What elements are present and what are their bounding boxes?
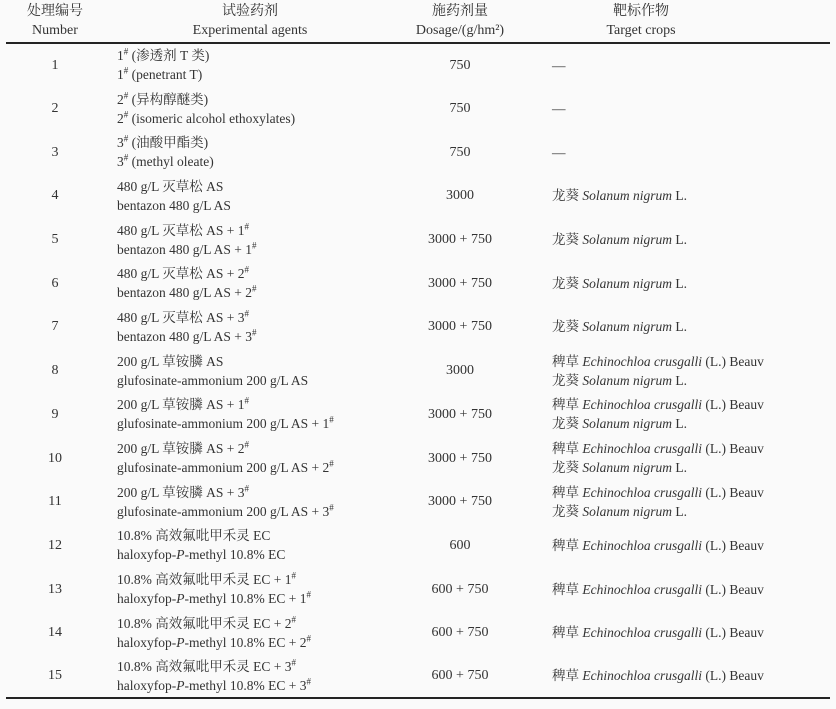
dosage-cell: 600 + 750 bbox=[431, 581, 489, 597]
row-number-cell: 10 bbox=[48, 450, 62, 466]
agent-line: 200 g/L 草铵膦 AS + 3# bbox=[117, 483, 249, 500]
agent-line: 10.8% 高效氟吡甲禾灵 EC + 3# bbox=[117, 657, 296, 674]
agent-line: 480 g/L 灭草松 AS + 1# bbox=[117, 221, 249, 238]
crop-line: — bbox=[552, 57, 566, 73]
agent-line: 200 g/L 草铵膦 AS bbox=[117, 353, 224, 369]
crop-line: 稗草 Echinochloa crusgalli (L.) Beauv bbox=[552, 353, 764, 369]
crop-line: 龙葵 Solanum nigrum L. bbox=[552, 275, 688, 291]
crop-line: — bbox=[552, 101, 566, 117]
agent-line: glufosinate-ammonium 200 g/L AS + 2# bbox=[117, 458, 334, 476]
table-row bbox=[6, 87, 830, 131]
treatments-table bbox=[6, 1, 830, 699]
dosage-cell: 600 + 750 bbox=[431, 625, 489, 641]
row-number-cell: 2 bbox=[51, 101, 59, 117]
table-row bbox=[6, 261, 830, 305]
table-row bbox=[6, 436, 830, 480]
row-number-cell: 8 bbox=[51, 363, 59, 379]
crop-line: 稗草 Echinochloa crusgalli (L.) Beauv bbox=[552, 581, 764, 597]
header-crops-zh: 靶标作物 bbox=[613, 4, 669, 19]
agent-line: 3# (油酸甲酯类) bbox=[117, 133, 209, 151]
crops-cell bbox=[524, 436, 830, 480]
crops-cell bbox=[524, 218, 830, 262]
row-number-cell: 5 bbox=[51, 232, 59, 248]
crop-line: 龙葵 Solanum nigrum L. bbox=[552, 416, 688, 432]
header-agents-en: Experimental agents bbox=[192, 23, 308, 38]
agents-cell bbox=[104, 436, 396, 480]
agents-cell bbox=[104, 567, 396, 611]
dosage-cell: 750 bbox=[449, 144, 471, 160]
crop-line: 稗草 Echinochloa crusgalli (L.) Beauv bbox=[552, 441, 764, 457]
row-number-cell: 4 bbox=[51, 188, 59, 204]
agent-line: 480 g/L 灭草松 AS bbox=[117, 178, 224, 194]
dosage-cell: 3000 bbox=[446, 363, 474, 379]
agents-cell bbox=[104, 43, 396, 87]
crop-line: 稗草 Echinochloa crusgalli (L.) Beauv bbox=[552, 537, 764, 553]
agent-line: 2# (isomeric alcohol ethoxylates) bbox=[117, 109, 296, 126]
row-number-cell: 15 bbox=[6, 655, 104, 699]
agents-cell bbox=[104, 305, 396, 349]
dosage-cell: 750 bbox=[449, 101, 471, 117]
agents-cell bbox=[104, 524, 396, 568]
agent-line: glufosinate-ammonium 200 g/L AS bbox=[117, 372, 309, 388]
agent-line: haloxyfop-P-methyl 10.8% EC + 3# bbox=[117, 676, 311, 693]
crops-cell bbox=[524, 43, 830, 87]
agent-line: bentazon 480 g/L AS + 2# bbox=[117, 283, 257, 301]
agent-line: bentazon 480 g/L AS + 3# bbox=[117, 327, 257, 344]
dosage-cell: 3000 + 750 bbox=[428, 406, 492, 422]
row-number-cell: 7 bbox=[51, 319, 59, 335]
col-header-number bbox=[6, 1, 104, 43]
agent-line: 1# (penetrant T) bbox=[117, 65, 203, 83]
col-header-agents bbox=[104, 1, 396, 43]
crop-line: 龙葵 Solanum nigrum L. bbox=[552, 232, 688, 248]
crop-line: 龙葵 Solanum nigrum L. bbox=[552, 503, 688, 519]
crops-cell bbox=[524, 261, 830, 305]
header-dosage-zh: 施药剂量 bbox=[432, 4, 488, 19]
crops-cell bbox=[524, 524, 830, 568]
row-number-cell: 3 bbox=[51, 144, 59, 160]
header-number-en: Number bbox=[32, 23, 78, 38]
crop-line: 稗草 Echinochloa crusgalli (L.) Beauv bbox=[552, 397, 764, 413]
agent-line: 3# (methyl oleate) bbox=[117, 152, 214, 170]
crop-line: 龙葵 Solanum nigrum L. bbox=[552, 188, 688, 204]
table-row bbox=[6, 349, 830, 393]
agent-line: 480 g/L 灭草松 AS + 2# bbox=[117, 264, 249, 282]
crop-line: 稗草 Echinochloa crusgalli (L.) Beauv bbox=[552, 668, 764, 684]
agent-line: 10.8% 高效氟吡甲禾灵 EC + 2# bbox=[117, 614, 296, 631]
crops-cell bbox=[524, 480, 830, 524]
dosage-cell: 600 + 750 bbox=[396, 655, 524, 699]
header-number-zh: 处理编号 bbox=[27, 4, 83, 19]
agents-cell bbox=[104, 174, 396, 218]
agents-cell bbox=[104, 261, 396, 305]
agent-line: 10.8% 高效氟吡甲禾灵 EC + 1# bbox=[117, 570, 296, 588]
table-row bbox=[6, 480, 830, 524]
crops-cell bbox=[524, 567, 830, 611]
table-body bbox=[6, 43, 830, 698]
agent-line: glufosinate-ammonium 200 g/L AS + 1# bbox=[117, 414, 334, 432]
agents-cell bbox=[104, 218, 396, 262]
table-row bbox=[6, 567, 830, 611]
row-number-cell: 11 bbox=[48, 494, 62, 510]
crops-cell bbox=[524, 393, 830, 437]
dosage-cell: 3000 + 750 bbox=[428, 275, 492, 291]
dosage-cell: 3000 bbox=[446, 188, 474, 204]
crops-cell bbox=[524, 655, 830, 699]
agents-cell bbox=[104, 393, 396, 437]
header-row bbox=[6, 1, 830, 43]
agents-cell bbox=[104, 130, 396, 174]
row-number-cell: 1 bbox=[51, 57, 59, 73]
crops-cell bbox=[524, 305, 830, 349]
crops-cell bbox=[524, 611, 830, 655]
crop-line: 稗草 Echinochloa crusgalli (L.) Beauv bbox=[552, 625, 764, 641]
table-header bbox=[6, 1, 830, 43]
agent-line: 10.8% 高效氟吡甲禾灵 EC bbox=[117, 528, 271, 544]
table-row bbox=[6, 174, 830, 218]
agents-cell bbox=[104, 480, 396, 524]
agents-cell bbox=[104, 349, 396, 393]
agent-line: haloxyfop-P-methyl 10.8% EC + 1# bbox=[117, 589, 311, 607]
agent-line: 1# (渗透剂 T 类) bbox=[117, 46, 210, 64]
crops-cell bbox=[524, 349, 830, 393]
crop-line: — bbox=[552, 144, 566, 160]
table-row bbox=[6, 218, 830, 262]
table-row bbox=[6, 43, 830, 87]
row-number-cell: 14 bbox=[48, 625, 62, 641]
agent-line: 480 g/L 灭草松 AS + 3# bbox=[117, 308, 249, 325]
table-row bbox=[6, 655, 830, 699]
dosage-cell: 750 bbox=[449, 57, 471, 73]
row-number-cell: 9 bbox=[51, 406, 59, 422]
header-dosage-en: Dosage/(g/hm²) bbox=[415, 23, 505, 38]
agents-cell bbox=[104, 655, 396, 699]
agent-line: glufosinate-ammonium 200 g/L AS + 3# bbox=[117, 502, 334, 519]
table-row bbox=[6, 611, 830, 655]
agent-line: haloxyfop-P-methyl 10.8% EC + 2# bbox=[117, 633, 311, 650]
agent-line: 2# (异构醇醚类) bbox=[117, 90, 209, 107]
agent-line: 200 g/L 草铵膦 AS + 1# bbox=[117, 395, 249, 413]
agents-cell bbox=[104, 611, 396, 655]
row-number-cell: 6 bbox=[51, 275, 59, 291]
header-crops-en: Target crops bbox=[606, 23, 676, 38]
row-number-cell: 13 bbox=[48, 581, 62, 597]
table-row bbox=[6, 305, 830, 349]
agent-line: haloxyfop-P-methyl 10.8% EC bbox=[117, 547, 286, 563]
header-agents-zh: 试验药剂 bbox=[222, 4, 278, 19]
agents-cell bbox=[104, 87, 396, 131]
dosage-cell: 3000 + 750 bbox=[428, 232, 492, 248]
crop-line: 稗草 Echinochloa crusgalli (L.) Beauv bbox=[552, 484, 764, 500]
col-header-crops bbox=[524, 1, 830, 43]
crops-cell bbox=[524, 130, 830, 174]
crop-line: 龙葵 Solanum nigrum L. bbox=[552, 460, 688, 476]
crop-line: 龙葵 Solanum nigrum L. bbox=[552, 372, 688, 388]
dosage-cell: 3000 + 750 bbox=[428, 494, 492, 510]
table-row bbox=[6, 130, 830, 174]
crops-cell bbox=[524, 87, 830, 131]
crop-line: 龙葵 Solanum nigrum L. bbox=[552, 319, 688, 335]
dosage-cell: 600 bbox=[449, 537, 471, 553]
agent-line: bentazon 480 g/L AS + 1# bbox=[117, 240, 257, 257]
dosage-cell: 3000 + 750 bbox=[428, 450, 492, 466]
agent-line: bentazon 480 g/L AS bbox=[117, 197, 231, 213]
table-row bbox=[6, 524, 830, 568]
dosage-cell: 3000 + 750 bbox=[428, 319, 492, 335]
agent-line: 200 g/L 草铵膦 AS + 2# bbox=[117, 439, 249, 457]
table-row bbox=[6, 393, 830, 437]
row-number-cell: 12 bbox=[48, 537, 62, 553]
col-header-dosage bbox=[396, 1, 524, 43]
crops-cell bbox=[524, 174, 830, 218]
